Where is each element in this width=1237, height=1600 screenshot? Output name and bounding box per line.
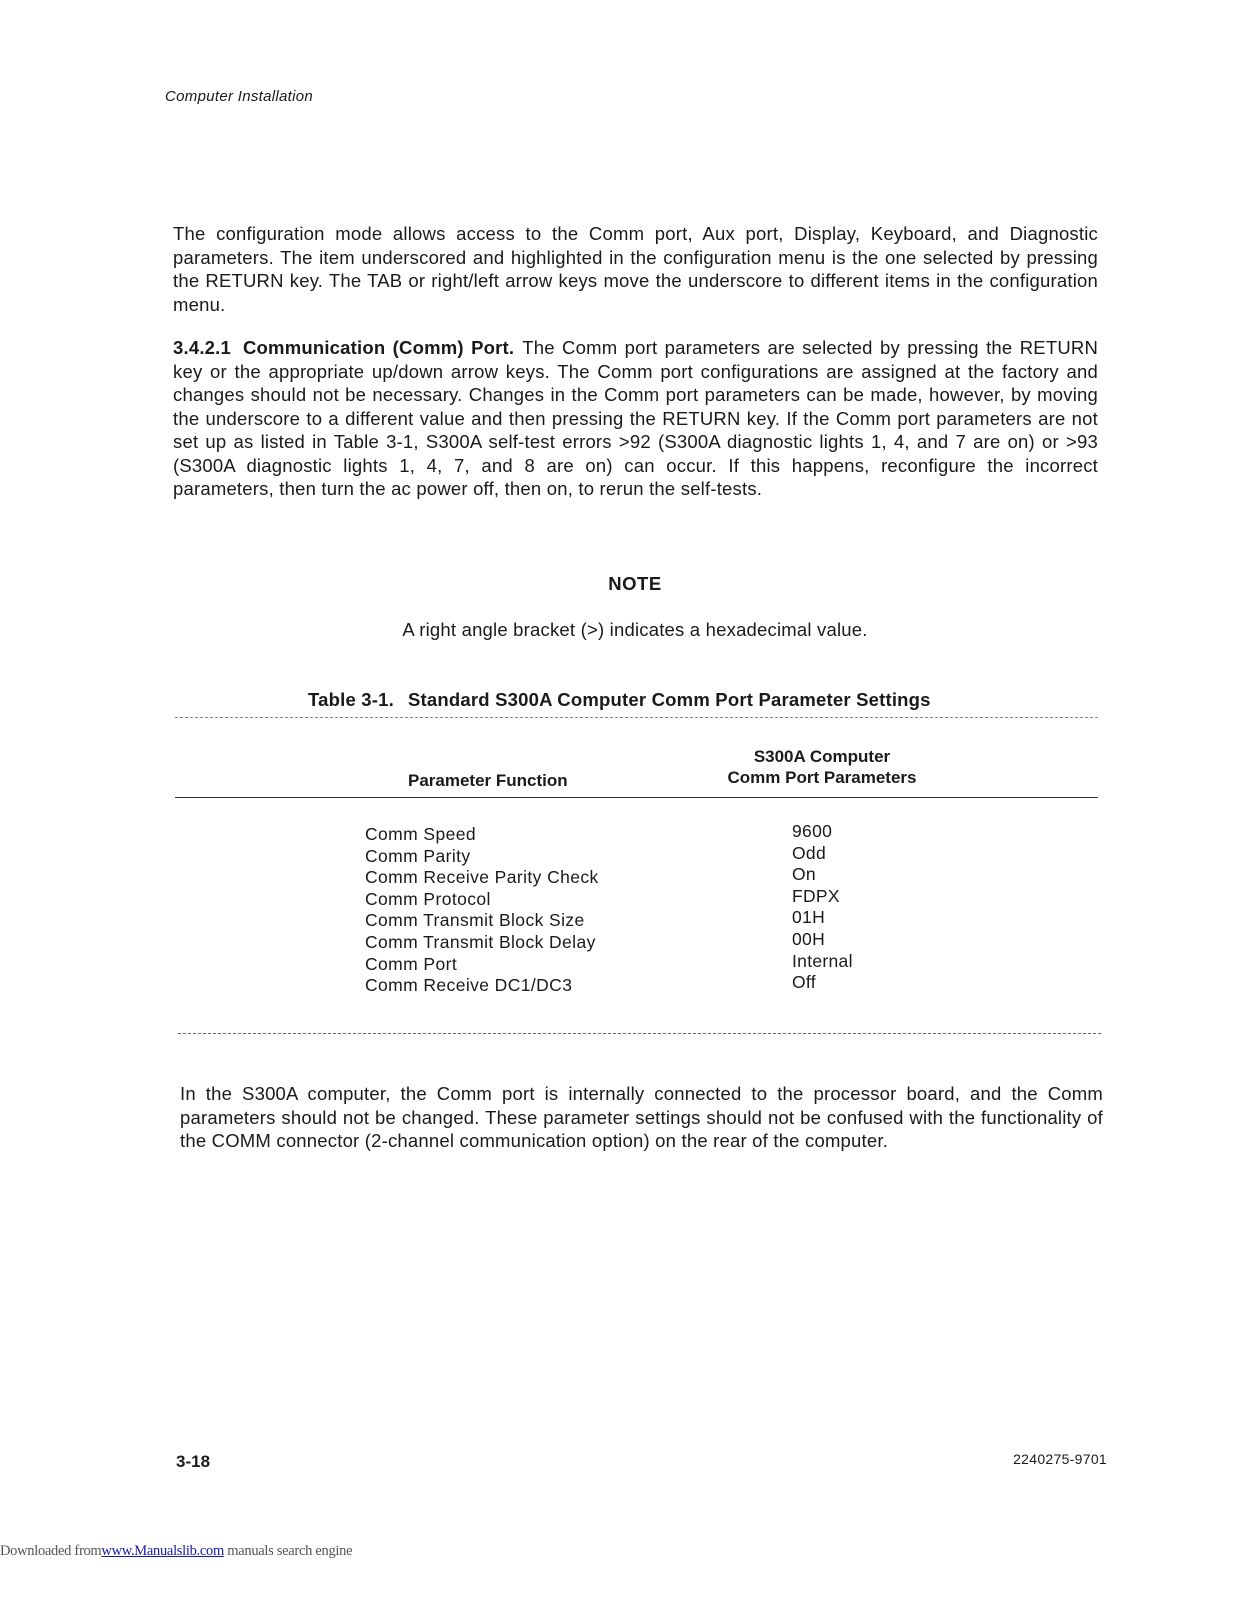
parameter-value: On (792, 864, 816, 885)
parameter-name: Comm Protocol (365, 888, 491, 909)
column-header-comm-port-parameters (710, 746, 934, 788)
parameter-name: Comm Port (365, 953, 458, 974)
note-heading: NOTE (608, 573, 662, 594)
column-header-parameter-function: Parameter Function (408, 771, 568, 790)
download-footer (0, 1543, 352, 1560)
parameter-name: Comm Receive DC1/DC3 (365, 975, 573, 996)
parameter-name: Comm Speed (365, 824, 476, 844)
running-head: Computer Installation (165, 88, 314, 105)
parameter-name: Comm Transmit Block Delay (365, 931, 596, 952)
section-paragraph (173, 336, 1098, 501)
parameter-value: Off (792, 972, 816, 993)
column-header-line-2: Comm Port Parameters (727, 768, 917, 787)
note-text: A right angle bracket (>) indicates a hexadecimal value. (402, 619, 868, 640)
parameter-name: Comm Transmit Block Size (365, 910, 585, 931)
table-bottom-rule (178, 1033, 1101, 1034)
parameter-name: Comm Parity (365, 845, 471, 866)
parameter-table-body (365, 821, 885, 997)
table-row (365, 972, 885, 997)
table-header-rule (175, 797, 1098, 798)
parameter-value: 01H (792, 907, 826, 928)
table-top-rule (175, 717, 1098, 718)
parameter-value: Odd (792, 842, 826, 863)
table-number: Table 3-1. (308, 689, 394, 710)
document-number: 2240275-9701 (1013, 1451, 1107, 1467)
page-number: 3-18 (176, 1452, 211, 1471)
column-header-line-1: S300A Computer (753, 747, 891, 766)
parameter-value: FDPX (792, 885, 840, 906)
section-body: The Comm port parameters are selected by pressing the RETURN key or the appropriate up/down arrow keys. The Comm port configurations are assigned at the factory and changes should not be necessary. Changes in the Comm port parameters can be made, however, by moving the underscore to a different value and then pressing the RETURN key. If the Comm port parameters are not set up as listed in Table 3-1, S300A self-test errors >92 (S300A diagnostic lights 1, 4, and 7 are on) or >93 (S300A diagnostic lights 1, 4, 7, and 8 are on) can occur. If this happens, reconfigure the incorrect parameters, then turn the ac power off, then on, to rerun the self-tests. (173, 337, 1099, 499)
closing-paragraph: In the S300A computer, the Comm port is internally connected to the processor board, and the Comm parameters should not be changed. These parameter settings should not be confused with the functionality of the COMM connector (2-channel communication option) on the rear of the computer. (180, 1083, 1103, 1151)
download-prefix: Downloaded from (0, 1543, 102, 1559)
table-caption (308, 689, 931, 711)
parameter-value: 9600 (792, 821, 833, 841)
intro-paragraph: The configuration mode allows access to the Comm port, Aux port, Display, Keyboard, and Diagnostic parameters. The item underscored and highlighted in the configuration menu is the one selected by pressing the RETURN key. The TAB or right/left arrow keys move the underscore to different items in the configuration menu. (173, 223, 1098, 315)
manualslib-link[interactable]: www.Manualslib.com (101, 1543, 224, 1559)
section-number: 3.4.2.1 (173, 337, 231, 358)
parameter-name: Comm Receive Parity Check (365, 867, 599, 888)
parameter-value: Internal (792, 950, 853, 971)
parameter-value: 00H (792, 928, 826, 949)
section-title: Communication (Comm) Port. (242, 337, 515, 358)
table-title: Standard S300A Computer Comm Port Parameter Settings (407, 689, 931, 710)
download-suffix: manuals search engine (223, 1543, 353, 1559)
